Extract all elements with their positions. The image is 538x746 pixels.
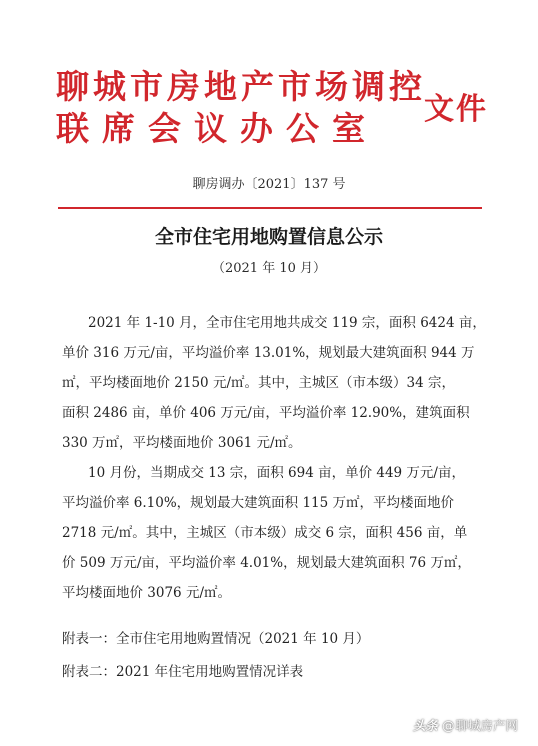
document-number: 聊房调办〔2021〕137 号 — [192, 177, 346, 192]
paragraph-ytd — [62, 308, 502, 458]
paragraph-line: 2718 元/㎡。其中，主城区（市本级）成交 6 宗，面积 456 亩，单 — [62, 525, 468, 541]
paragraph-line: ㎡，平均楼面地价 2150 元/㎡。其中，主城区（市本级）34 宗， — [62, 375, 455, 391]
notice-period: （2021 年 10 月） — [211, 261, 327, 276]
org-name-line-2: 联席会议办公室 — [56, 109, 378, 148]
paragraph-line: 面积 2486 亩，单价 406 万元/亩，平均溢价率 12.90%，建筑面积 — [62, 405, 470, 421]
document-type-label: 文件 — [424, 92, 488, 127]
source-watermark — [413, 716, 518, 734]
paragraph-line: 价 509 万元/亩，平均溢价率 4.01%，规划最大建筑面积 76 万㎡， — [62, 555, 471, 571]
toutiao-logo: 头条 — [412, 718, 438, 733]
paragraph-october — [62, 458, 502, 608]
org-name-line-1: 聊城市房地产市场调控 — [56, 67, 426, 106]
account-name: 聊城房产网 — [455, 718, 518, 733]
paragraph-line: 平均楼面地价 3076 元/㎡。 — [62, 585, 231, 601]
attachment-1: 附表一：全市住宅用地购置情况（2021 年 10 月） — [62, 631, 370, 647]
notice-title: 全市住宅用地购置信息公示 — [154, 226, 383, 248]
at-sign: @ — [441, 717, 455, 733]
issuing-organization — [56, 66, 424, 150]
red-divider-line — [58, 207, 482, 209]
paragraph-line: 平均溢价率 6.10%，规划最大建筑面积 115 万㎡，平均楼面地价 — [62, 495, 455, 511]
notice-body — [62, 308, 502, 608]
paragraph-line: 2021 年 1-10 月，全市住宅用地共成交 119 宗，面积 6424 亩， — [88, 315, 486, 331]
paragraph-line: 单价 316 万元/亩，平均溢价率 13.01%，规划最大建筑面积 944 万 — [62, 345, 475, 361]
attachment-2: 附表二：2021 年住宅用地购置情况详表 — [62, 664, 304, 680]
paragraph-line: 10 月份，当期成交 13 宗，面积 694 亩，单价 449 万元/亩， — [88, 465, 465, 481]
paragraph-line: 330 万㎡，平均楼面地价 3061 元/㎡。 — [62, 435, 302, 451]
